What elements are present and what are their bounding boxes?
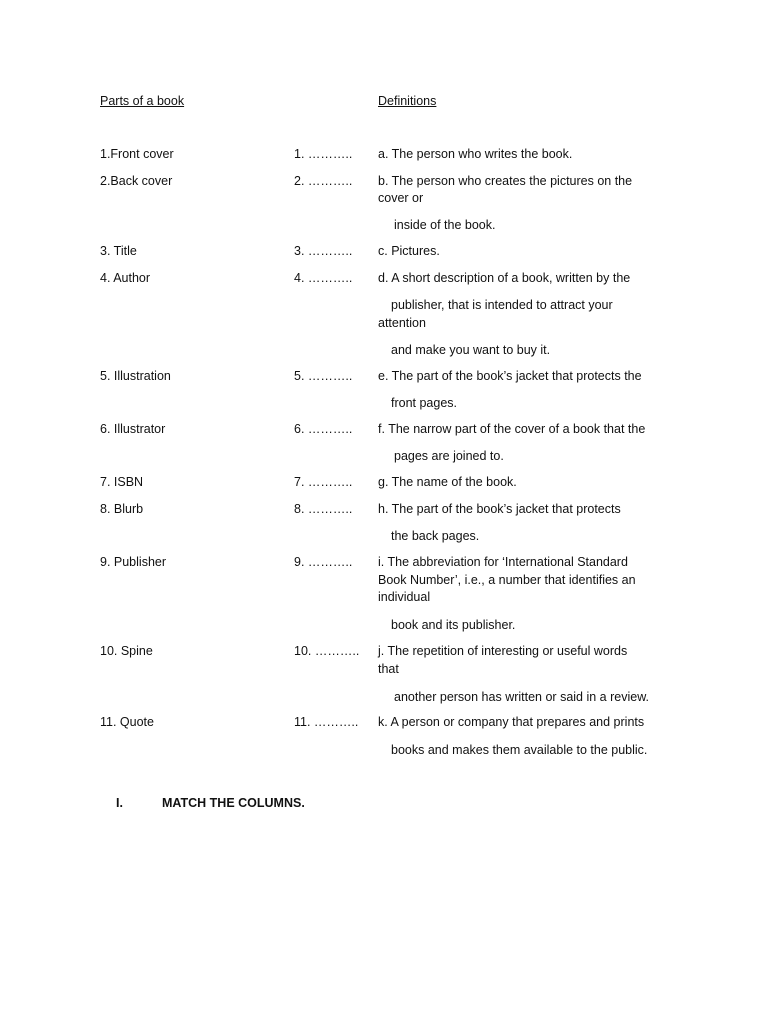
definition-line: a. The person who writes the book. — [378, 147, 573, 161]
answer-blank: 8. ……….. — [294, 502, 353, 516]
definition-line: b. The person who creates the pictures on the — [378, 174, 633, 188]
definition-line: front pages. — [391, 396, 458, 410]
part-label: 5. Illustration — [100, 369, 171, 383]
definition-line: j. The repetition of interesting or useful words — [378, 644, 628, 658]
definition-line: h. The part of the book’s jacket that protects — [378, 502, 621, 516]
instruction-number: I. — [116, 796, 123, 810]
part-label: 8. Blurb — [100, 502, 144, 516]
definition-line: i. The abbreviation for ‘International Standard — [378, 555, 628, 569]
definition-line: cover or — [378, 191, 424, 205]
part-label: 1.Front cover — [100, 147, 174, 161]
definition-line: c. Pictures. — [378, 244, 440, 258]
definition-line: e. The part of the book’s jacket that protects the — [378, 369, 642, 383]
definition-line: the back pages. — [391, 529, 480, 543]
answer-blank: 6. ……….. — [294, 422, 353, 436]
answer-blank: 4. ……….. — [294, 271, 353, 285]
answer-blank: 10. ……….. — [294, 644, 360, 658]
answer-blank: 7. ……….. — [294, 475, 353, 489]
definition-line: books and makes them available to the public. — [391, 743, 648, 757]
definition-line: another person has written or said in a review. — [394, 690, 649, 704]
answer-blank: 3. ……….. — [294, 244, 353, 258]
definitions-heading: Definitions — [378, 94, 437, 108]
part-label: 10. Spine — [100, 644, 153, 658]
definition-line: that — [378, 662, 399, 676]
definition-line: d. A short description of a book, written by the — [378, 271, 631, 285]
part-label: 7. ISBN — [100, 475, 144, 489]
definition-line: pages are joined to. — [394, 449, 504, 463]
answer-blank: 1. ……….. — [294, 147, 353, 161]
definition-line: and make you want to buy it. — [391, 343, 551, 357]
parts-heading: Parts of a book — [100, 94, 185, 108]
part-label: 4. Author — [100, 271, 151, 285]
part-label: 9. Publisher — [100, 555, 167, 569]
part-label: 3. Title — [100, 244, 137, 258]
definition-line: individual — [378, 590, 431, 604]
definition-line: book and its publisher. — [391, 618, 516, 632]
definition-line: k. A person or company that prepares and prints — [378, 715, 645, 729]
definition-line: inside of the book. — [394, 218, 496, 232]
answer-blank: 2. ……….. — [294, 174, 353, 188]
part-label: 11. Quote — [100, 715, 154, 729]
instruction-text: MATCH THE COLUMNS. — [162, 796, 305, 810]
answer-blank: 11. ……….. — [294, 715, 359, 729]
answer-blank: 9. ……….. — [294, 555, 353, 569]
definition-line: Book Number’, i.e., a number that identifies an — [378, 573, 636, 587]
answer-blank: 5. ……….. — [294, 369, 353, 383]
part-label: 6. Illustrator — [100, 422, 166, 436]
definition-line: attention — [378, 316, 426, 330]
definition-line: publisher, that is intended to attract your — [391, 298, 613, 312]
definition-line: g. The name of the book. — [378, 475, 517, 489]
definition-line: f. The narrow part of the cover of a book that the — [378, 422, 646, 436]
part-label: 2.Back cover — [100, 174, 173, 188]
